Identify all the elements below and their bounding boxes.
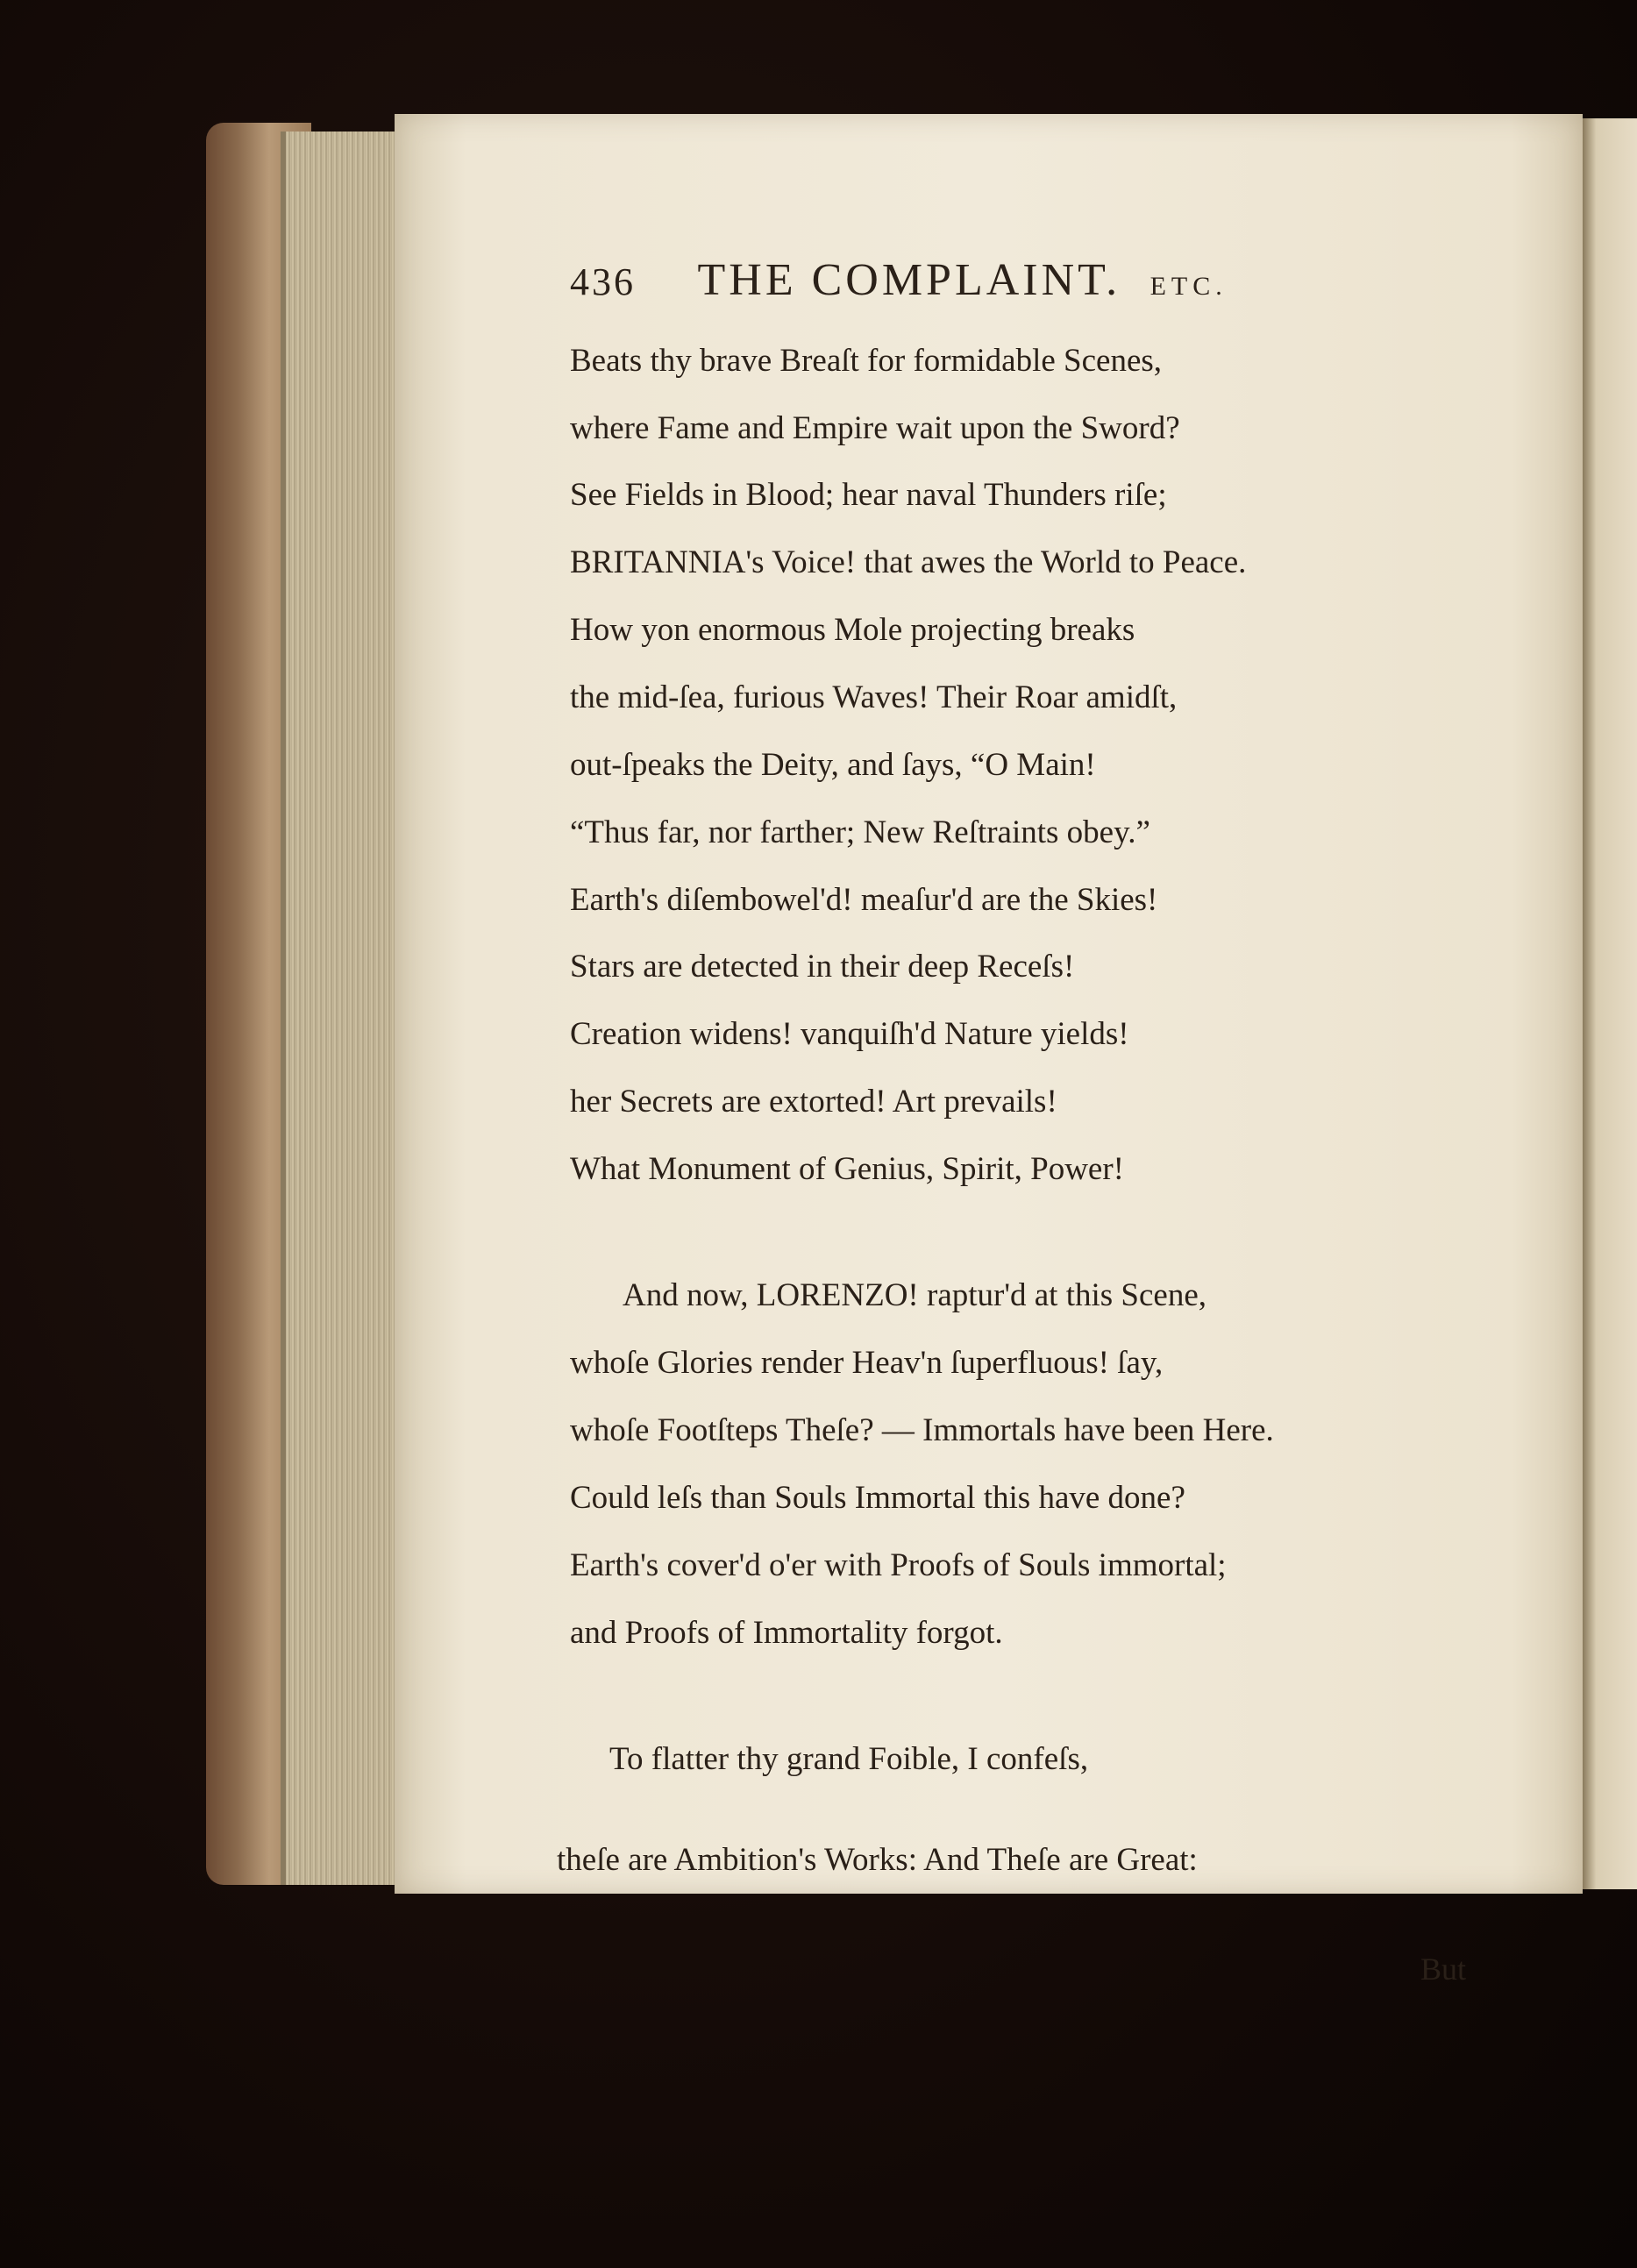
running-header — [570, 254, 1359, 316]
text-line: her Secrets are extorted! Art prevails! — [570, 1084, 1057, 1120]
text-line: out-ſpeaks the Deity, and ſays, “O Main! — [570, 747, 1096, 783]
text-line: and Proofs of Immortality forgot. — [570, 1615, 1003, 1651]
running-title-etc: ETC. — [1149, 272, 1228, 301]
text-line: And now, LORENZO! raptur'd at this Scene, — [623, 1277, 1207, 1313]
catchword: But — [1420, 1952, 1467, 1987]
text-line: theſe are Ambition's Works: And Theſe are Great: — [557, 1842, 1198, 1878]
text-line: See Fields in Blood; hear naval Thunders riſe; — [570, 477, 1167, 513]
text-line: whoſe Glories render Heav'n ſuperfluous! ſay, — [570, 1345, 1164, 1381]
text-line: Beats thy brave Breaſt for formidable Scenes, — [570, 343, 1163, 379]
text-line: “Thus far, nor farther; New Reſtraints obey.” — [570, 814, 1150, 850]
text-line: How yon enormous Mole projecting breaks — [570, 612, 1135, 648]
text-line: What Monument of Genius, Spirit, Power! — [570, 1151, 1124, 1187]
text-line: Could leſs than Souls Immortal this have done? — [570, 1480, 1185, 1516]
text-line: where Fame and Empire wait upon the Sword? — [570, 410, 1180, 446]
text-line: whoſe Footſteps Theſe? — Immortals have been Here. — [570, 1412, 1274, 1448]
page-number: 436 — [570, 260, 636, 303]
text-line: Earth's diſembowel'd! meaſur'd are the Skies! — [570, 882, 1158, 918]
text-line: Creation widens! vanquiſh'd Nature yields! — [570, 1016, 1129, 1052]
text-line: the mid-ſea, furious Waves! Their Roar amidſt, — [570, 679, 1178, 715]
running-title: THE COMPLAINT. — [697, 255, 1121, 305]
text-line: BRITANNIA's Voice! that awes the World to Peace. — [570, 544, 1247, 580]
text-line: Stars are detected in their deep Receſs! — [570, 949, 1075, 985]
text-line: Earth's cover'd o'er with Proofs of Souls immortal; — [570, 1547, 1227, 1583]
text-line: To flatter thy grand Foible, I confeſs, — [609, 1741, 1089, 1777]
